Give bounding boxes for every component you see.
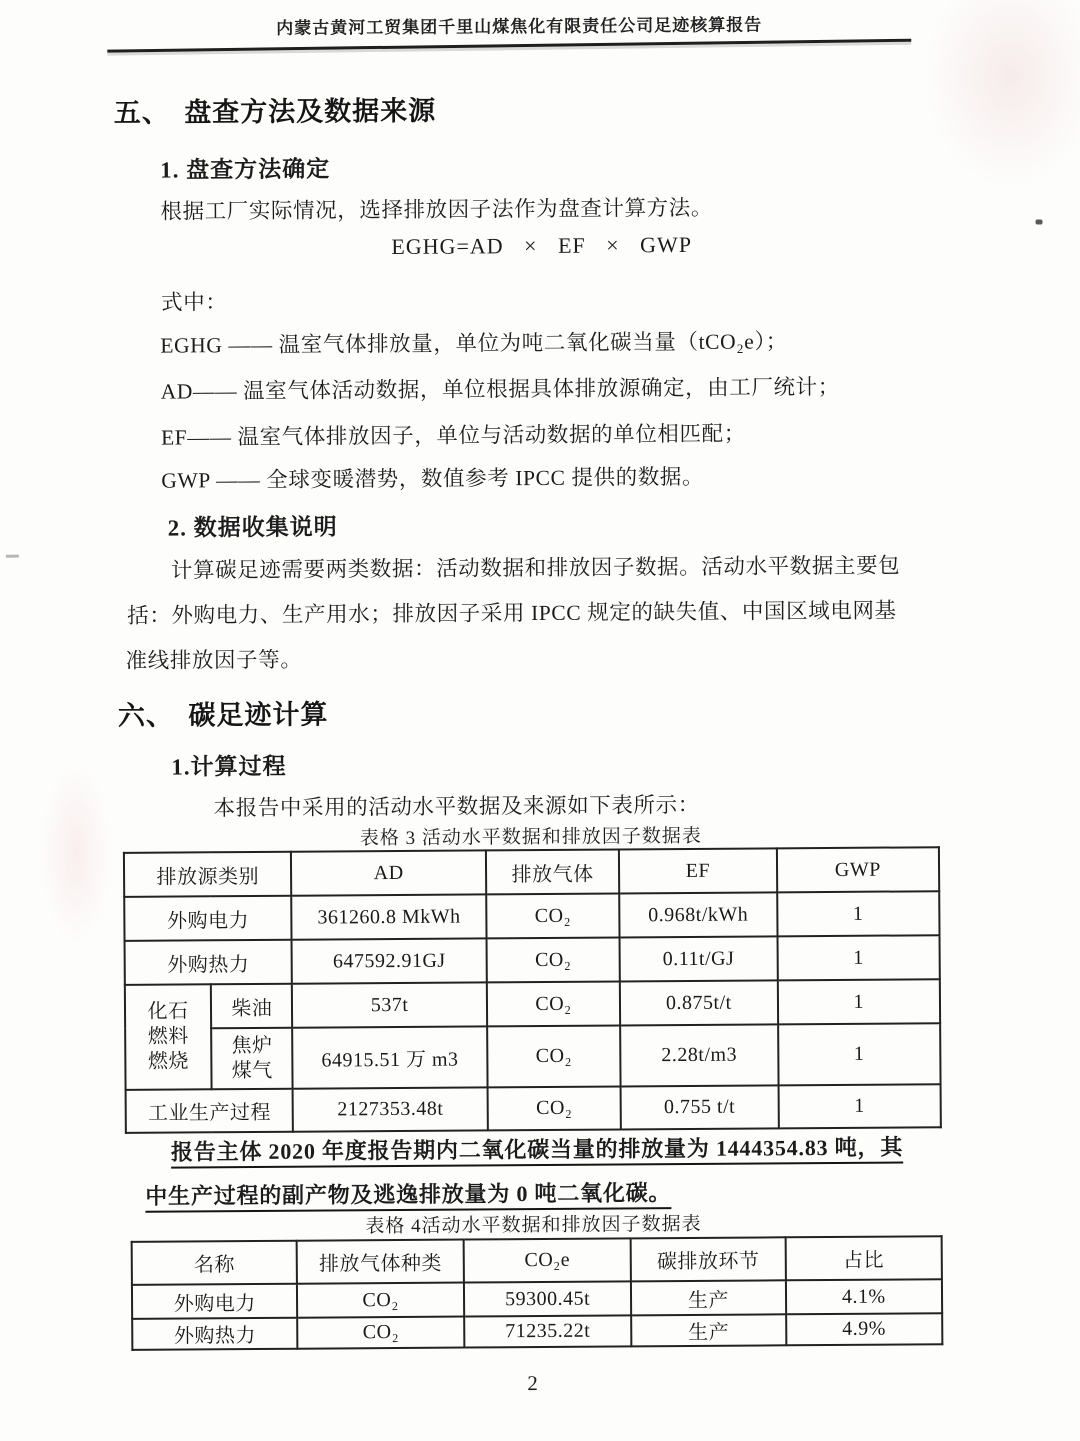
formula-where-label: 式中： (160, 290, 228, 315)
column-header: 占比 (785, 1236, 942, 1280)
column-header: AD (291, 850, 486, 895)
table3-caption: 表格 3 活动水平数据和排放因子数据表 (359, 825, 702, 850)
table-cell: 0.755 t/t (621, 1085, 779, 1129)
table-row (126, 1084, 941, 1133)
table-cell: 1 (777, 935, 940, 980)
table-cell: 外购热力 (132, 1318, 298, 1350)
table-cell: CO₂ (298, 1317, 465, 1349)
emissions-summary-line: 报告主体 2020 年度报告期内二氧化碳当量的排放量为 1444354.83 吨，其 (170, 1134, 904, 1165)
definition-eghg: EGHG —— 温室气体排放量，单位为吨二氧化碳当量（tCO₂e）； (160, 329, 788, 358)
table-cell: 外购电力 (132, 1284, 298, 1319)
table-cell: CO₂ (487, 1025, 621, 1087)
table-cell: 生产 (631, 1314, 786, 1346)
emissions-share-table (131, 1235, 944, 1351)
scan-smudge (40, 763, 111, 943)
data-paragraph-line: 准线排放因子等。 (125, 647, 303, 673)
table-cell: 59300.45t (464, 1281, 632, 1316)
table-cell: 1 (778, 1084, 941, 1128)
definition-ad: AD—— 温室气体活动数据，单位根据具体排放源确定，由工厂统计； (160, 374, 840, 404)
table-cell: 71235.22t (464, 1315, 632, 1347)
emissions-summary-line: 中生产过程的副产物及逃逸排放量为 0 吨二氧化碳。 (145, 1180, 672, 1209)
table-cell: 1 (778, 1023, 941, 1085)
column-header: CO₂e (463, 1238, 631, 1282)
table-cell: 0.875t/t (620, 980, 778, 1025)
table-row (124, 891, 939, 941)
section-5-heading: 五、 盘查方法及数据来源 (113, 95, 437, 128)
data-paragraph-line: 括：外购电力、生产用水；排放因子采用 IPCC 规定的缺失值、中国区域电网基 (127, 598, 897, 628)
table-row (125, 1023, 940, 1090)
column-header: 排放气体 (486, 849, 620, 894)
table-cell: 537t (292, 982, 487, 1027)
activity-data-factor-table (123, 846, 942, 1134)
column-header: 名称 (132, 1241, 298, 1285)
column-header: 排放源类别 (124, 852, 292, 897)
table-cell: 1 (777, 979, 940, 1024)
column-header: 碳排放环节 (631, 1237, 786, 1281)
column-header: 排放气体种类 (297, 1240, 464, 1284)
table-cell: 4.1% (786, 1279, 943, 1314)
scan-mark-dash (6, 555, 19, 558)
table-row (124, 847, 939, 897)
table-cell: CO₂ (486, 937, 620, 982)
table-cell: 工业生产过程 (126, 1089, 294, 1133)
page-number: 2 (527, 1371, 538, 1396)
definition-ef: EF—— 温室气体排放因子，单位与活动数据的单位相匹配； (160, 421, 746, 450)
table-intro-text: 本报告中采用的活动水平数据及来源如下表所示： (213, 792, 700, 821)
subsection-calc-process-heading: 1.计算过程 (171, 753, 287, 780)
table-cell: CO₂ (297, 1283, 464, 1318)
table-cell: CO₂ (486, 893, 620, 938)
report-header-title: 内蒙古黄河工贸集团千里山煤焦化有限责任公司足迹核算报告 (276, 15, 763, 38)
table-cell: 647592.91GJ (292, 938, 487, 983)
table4-caption: 表格 4活动水平数据和排放因子数据表 (365, 1213, 702, 1238)
table-cell: 64915.51 万 m3 (293, 1026, 488, 1088)
table-row (125, 935, 940, 985)
table-row (125, 979, 940, 1029)
table-cell: 外购热力 (125, 940, 293, 985)
section-6-heading: 六、 碳足迹计算 (117, 699, 329, 731)
table-row (132, 1236, 942, 1285)
table-cell: 0.11t/GJ (620, 936, 778, 981)
table-cell: 柴油 (211, 984, 292, 1029)
column-header: GWP (776, 847, 939, 892)
table-cell: CO₂ (487, 981, 621, 1026)
subsection-data-collection-heading: 2. 数据收集说明 (167, 514, 338, 541)
table-cell-group: 化石 燃料 燃烧 (125, 984, 212, 1090)
ghg-formula: EGHG=AD × EF × GWP (391, 231, 693, 260)
scan-mark-dot (1036, 219, 1043, 224)
table-cell: 生产 (631, 1280, 786, 1315)
table-cell: 0.968t/kWh (619, 892, 777, 937)
table-row (132, 1313, 942, 1350)
header-divider-rule (107, 39, 911, 53)
definition-gwp: GWP —— 全球变暖潜势，数值参考 IPCC 提供的数据。 (161, 464, 705, 493)
table-cell: 外购电力 (124, 896, 292, 941)
table-cell: 2127353.48t (293, 1087, 488, 1131)
subsection-method-heading: 1. 盘查方法确定 (160, 156, 331, 183)
table-row (132, 1279, 942, 1319)
table-cell: 1 (777, 891, 940, 936)
table-cell: 焦炉 煤气 (211, 1028, 293, 1090)
table-cell: 4.9% (786, 1313, 943, 1345)
table-cell: 361260.8 MkWh (292, 894, 487, 939)
table-cell: 2.28t/m3 (620, 1024, 778, 1086)
table-cell: CO₂ (487, 1086, 621, 1130)
column-header: EF (619, 848, 777, 893)
method-description: 根据工厂实际情况，选择排放因子法作为盘查计算方法。 (160, 195, 714, 224)
data-paragraph-line: 计算碳足迹需要两类数据：活动数据和排放因子数据。活动水平数据主要包 (170, 553, 901, 583)
